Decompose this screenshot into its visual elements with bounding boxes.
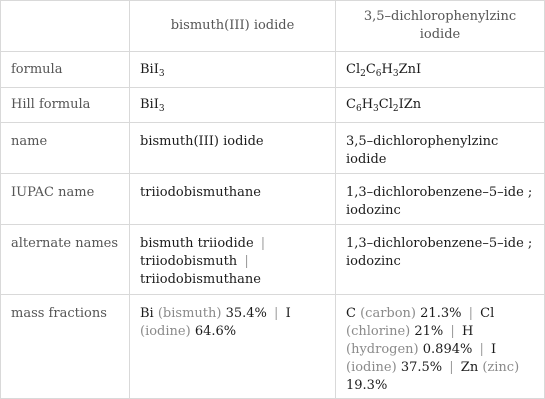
- subscript: 3: [158, 68, 165, 79]
- element-name: (bismuth): [157, 306, 222, 321]
- formula-cell: [336, 52, 545, 88]
- formula-text: C: [365, 61, 376, 77]
- subscript: 3: [158, 104, 165, 114]
- element-name: (iodine): [346, 360, 397, 375]
- mass-value: 21.3%: [420, 306, 462, 321]
- mass-value: 19.3%: [346, 378, 388, 393]
- element-name: (carbon): [360, 306, 417, 321]
- mass-fractions-cell: [130, 295, 336, 399]
- element-name: (hydrogen): [346, 342, 419, 357]
- separator: |: [445, 360, 458, 375]
- subscript: 6: [355, 104, 362, 114]
- separator: |: [446, 324, 459, 339]
- row-name: [1, 123, 545, 174]
- row-mass-fractions: [1, 295, 545, 399]
- alternate-name: triiodobismuth: [140, 254, 238, 269]
- alternate-name: triiodobismuthane: [140, 272, 261, 287]
- row-label: formula: [1, 52, 130, 88]
- iupac-name-cell: 1,3–dichlorobenzene–5–ide ; iodozinc: [336, 174, 545, 225]
- formula-text: H: [381, 61, 393, 77]
- separator: |: [269, 306, 283, 321]
- name-cell: 3,5–dichlorophenylzinc iodide: [336, 123, 545, 174]
- element-name: (zinc): [482, 360, 520, 375]
- alternate-name: 1,3–dichlorobenzene–5–ide ; iodozinc: [346, 236, 533, 269]
- row-formula: [1, 52, 545, 88]
- separator: |: [240, 254, 249, 269]
- mass-value: 35.4%: [225, 306, 267, 321]
- element-symbol: Zn: [460, 360, 479, 375]
- alternate-names-cell: [336, 225, 545, 295]
- formula-text: ZnI: [398, 61, 422, 77]
- row-label: IUPAC name: [1, 174, 130, 225]
- subscript: 3: [373, 104, 379, 114]
- formula-text: Cl: [346, 61, 361, 77]
- element-name: (iodine): [140, 324, 191, 339]
- alternate-names-cell: [130, 225, 336, 295]
- element-symbol: Bi: [140, 306, 154, 321]
- mass-value: 0.894%: [422, 342, 473, 357]
- row-label: Hill formula: [1, 88, 130, 123]
- iupac-name-cell: triiodobismuthane: [130, 174, 336, 225]
- element-symbol: Cl: [480, 306, 495, 321]
- element-symbol: C: [346, 306, 356, 321]
- formula-text: BiI: [140, 97, 159, 112]
- header-row: [1, 1, 545, 52]
- name-cell: bismuth(III) iodide: [130, 123, 336, 174]
- mass-value: 64.6%: [194, 324, 237, 339]
- formula-text: BiI: [140, 61, 159, 77]
- formula-text: H: [361, 97, 374, 112]
- formula-cell: [130, 52, 336, 88]
- hill-formula-cell: [336, 88, 545, 123]
- row-label: name: [1, 123, 130, 174]
- separator: |: [464, 306, 478, 321]
- header-empty-cell: [1, 1, 130, 52]
- separator: |: [256, 236, 266, 251]
- row-label: alternate names: [1, 225, 130, 295]
- mass-value: 37.5%: [400, 360, 443, 375]
- row-label: mass fractions: [1, 295, 130, 399]
- hill-formula-cell: [130, 88, 336, 123]
- subscript: 2: [392, 104, 399, 114]
- row-alternate-names: [1, 225, 545, 295]
- formula-text: Cl: [378, 97, 393, 112]
- header-bismuth-iodide: bismuth(III) iodide: [130, 1, 336, 52]
- mass-fractions-cell: [336, 295, 545, 399]
- formula-text: IZn: [398, 97, 422, 112]
- element-symbol: H: [461, 324, 474, 339]
- separator: |: [475, 342, 488, 357]
- row-hill-formula: [1, 88, 545, 123]
- subscript: 6: [375, 68, 382, 79]
- formula-text: C: [346, 97, 356, 112]
- subscript: 3: [392, 68, 399, 79]
- alternate-name: bismuth triiodide: [140, 236, 254, 251]
- row-iupac-name: [1, 174, 545, 225]
- element-symbol: I: [491, 342, 497, 357]
- element-name: (chlorine): [346, 324, 411, 339]
- element-symbol: I: [285, 306, 291, 321]
- header-dichlorophenylzinc-iodide: 3,5–dichlorophenylzinc iodide: [336, 1, 545, 52]
- subscript: 2: [360, 68, 366, 79]
- mass-value: 21%: [414, 324, 444, 339]
